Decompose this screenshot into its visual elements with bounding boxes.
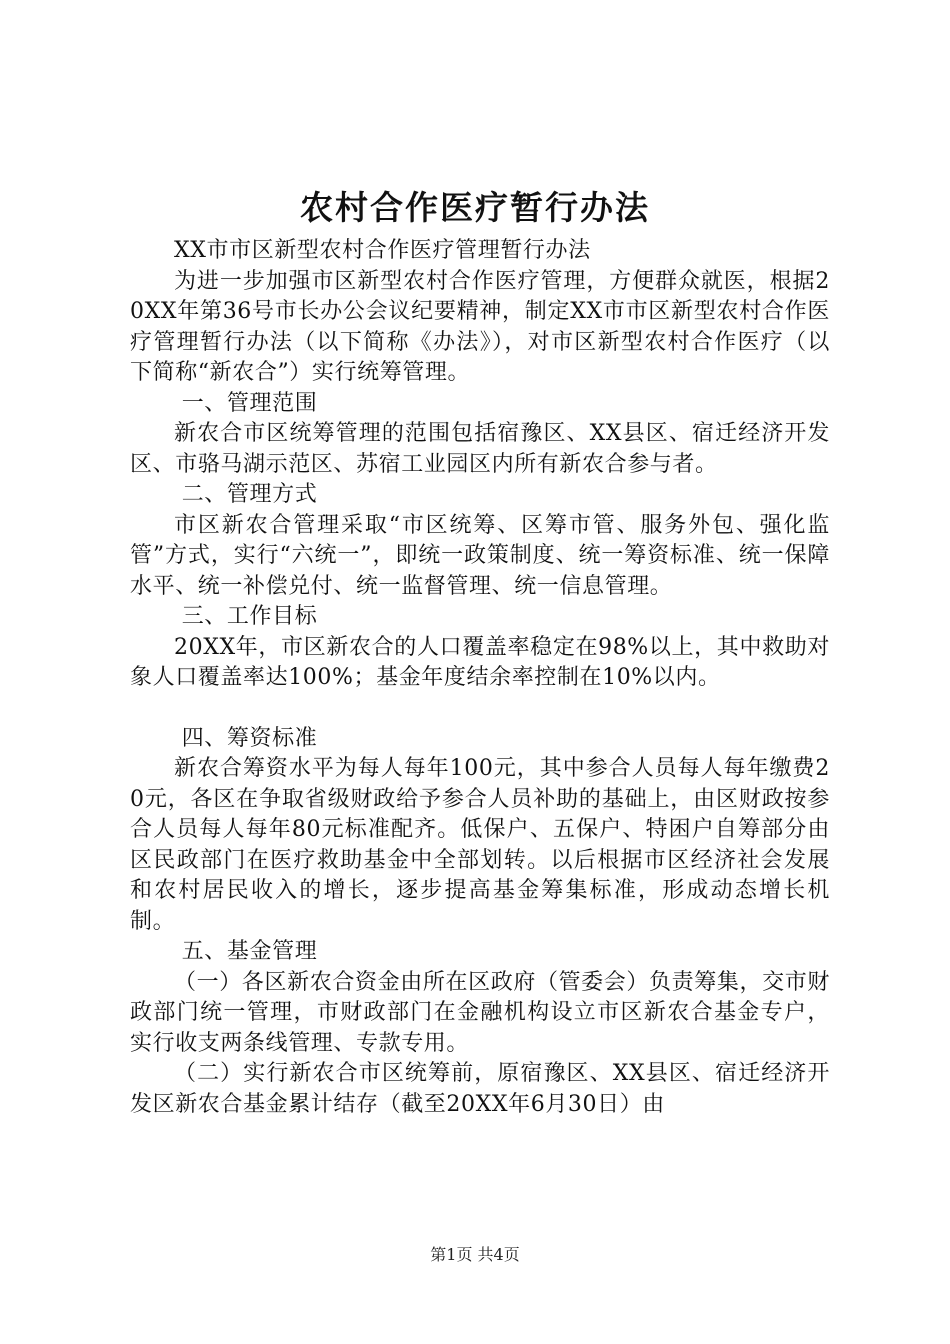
scope-paragraph: 新农合市区统筹管理的范围包括宿豫区、XX县区、宿迁经济开发区、市骆马湖示范区、苏宿工业园区内所有新农合参与者。 xyxy=(130,421,830,477)
section-heading-method: 二、管理方式 xyxy=(181,482,318,507)
section-heading-fund-management: 五、基金管理 xyxy=(181,939,318,964)
funding-paragraph: 新农合筹资水平为每人每年100元，其中参合人员每人每年缴费20元，各区在争取省级财政给予参合人员补助的基础上，由区财政按参合人员每人每年80元标准配齐。低保户、五保户、特困户自筹部分由区民政部门在医疗救助基金中全部划转。以后根据市区经济社会发展和农村居民收入的增长，逐步提高基金筹集标准，形成动态增长机制。 xyxy=(130,756,830,934)
section-heading-scope: 一、管理范围 xyxy=(181,390,318,416)
section-heading-goals: 三、工作目标 xyxy=(181,604,318,629)
section-heading-funding: 四、筹资标准 xyxy=(181,725,318,751)
fund-management-item-1: （一）各区新农合资金由所在区政府（管委会）负责筹集，交市财政部门统一管理，市财政部门在金融机构设立市区新农合基金专户，实行收支两条线管理、专款专用。 xyxy=(130,969,830,1056)
goals-paragraph: 20XX年，市区新农合的人口覆盖率稳定在98%以上，其中救助对象人口覆盖率达100%；基金年度结余率控制在10%以内。 xyxy=(130,634,830,690)
document-title: 农村合作医疗暂行办法 xyxy=(300,188,650,227)
method-paragraph: 市区新农合管理采取“市区统筹、区筹市管、服务外包、强化监管”方式，实行“六统一”，即统一政策制度、统一筹资标准、统一保障水平、统一补偿兑付、统一监督管理、统一信息管理。 xyxy=(130,512,830,599)
document-body xyxy=(130,236,830,1120)
document-subtitle: XX市市区新型农村合作医疗管理暂行办法 xyxy=(174,238,591,263)
fund-management-item-2: （二）实行新农合市区统筹前，原宿豫区、XX县区、宿迁经济开发区新农合基金累计结存（截至20XX年6月30日）由 xyxy=(130,1061,830,1117)
intro-paragraph: 为进一步加强市区新型农村合作医疗管理，方便群众就医，根据20XX年第36号市长办公会议纪要精神，制定XX市市区新型农村合作医疗管理暂行办法（以下简称《办法》），对市区新型农村合作医疗（以下简称“新农合”）实行统筹管理。 xyxy=(130,268,830,385)
page-footer: 第1页 共4页 xyxy=(430,1245,520,1264)
